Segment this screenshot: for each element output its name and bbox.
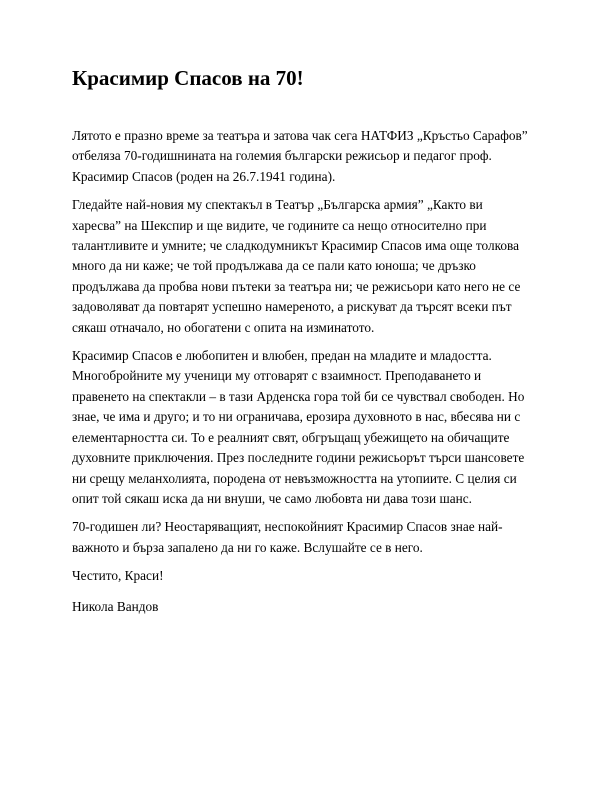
document-page	[72, 64, 532, 625]
paragraph-greeting: Честито, Краси!	[72, 568, 164, 584]
paragraph-intro: Лятото е празно време за театъра и затова чак сега НАТФИЗ „Кръстьо Сарафов” отбеляза 70-годишнината на големия български режисьор и педагог проф. Красимир Спасов (роден на 26.7.1941 година).	[72, 128, 528, 184]
paragraph-students: Красимир Спасов е любопитен и влюбен, предан на младите и младостта. Многобройните му ученици му отговарят с взаимност. Преподаването и правенето на спектакли – в тази Арденска гора той би се чувствал свободен. Но знае, че има и друго; и то ни ограничава, ерозира духовното в нас, вбесява ни с елементарността си. То е реалният свят, обгръщащ убежището на обичащите духовните приключения. През последните години режисьорът търси шансовете ни срещу меланхолията, породена от невъзможността на утопиите. С целия си опит той сякаш иска да ни внуши, че само любовта ни дава този шанс.	[72, 348, 525, 506]
paragraph-seventy: 70-годишен ли? Неостаряващият, неспокойният Красимир Спасов знае най-важното и бърза запалено да ни го каже. Вслушайте се в него.	[72, 519, 503, 555]
article-title: Красимир Спасов на 70!	[72, 66, 304, 90]
author-signature: Никола Вандов	[72, 598, 159, 614]
paragraph-new-play: Гледайте най-новия му спектакъл в Театър „Българска армия” „Както ви харесва” на Шекспир и ще видите, че годините са нещо относително при талантливите и умните; че сладкодумникът Красимир Спасов има още толкова много да ни каже; че той продължава да се пали като юноша; че дръзко продължава да пробва нови пътеки за театъра ни; че режисьори като него не се задоволяват да повтарят успешно намереното, а рискуват да търсят всеки път сякаш отначало, но обогатени с опита на изминатото.	[72, 197, 521, 335]
